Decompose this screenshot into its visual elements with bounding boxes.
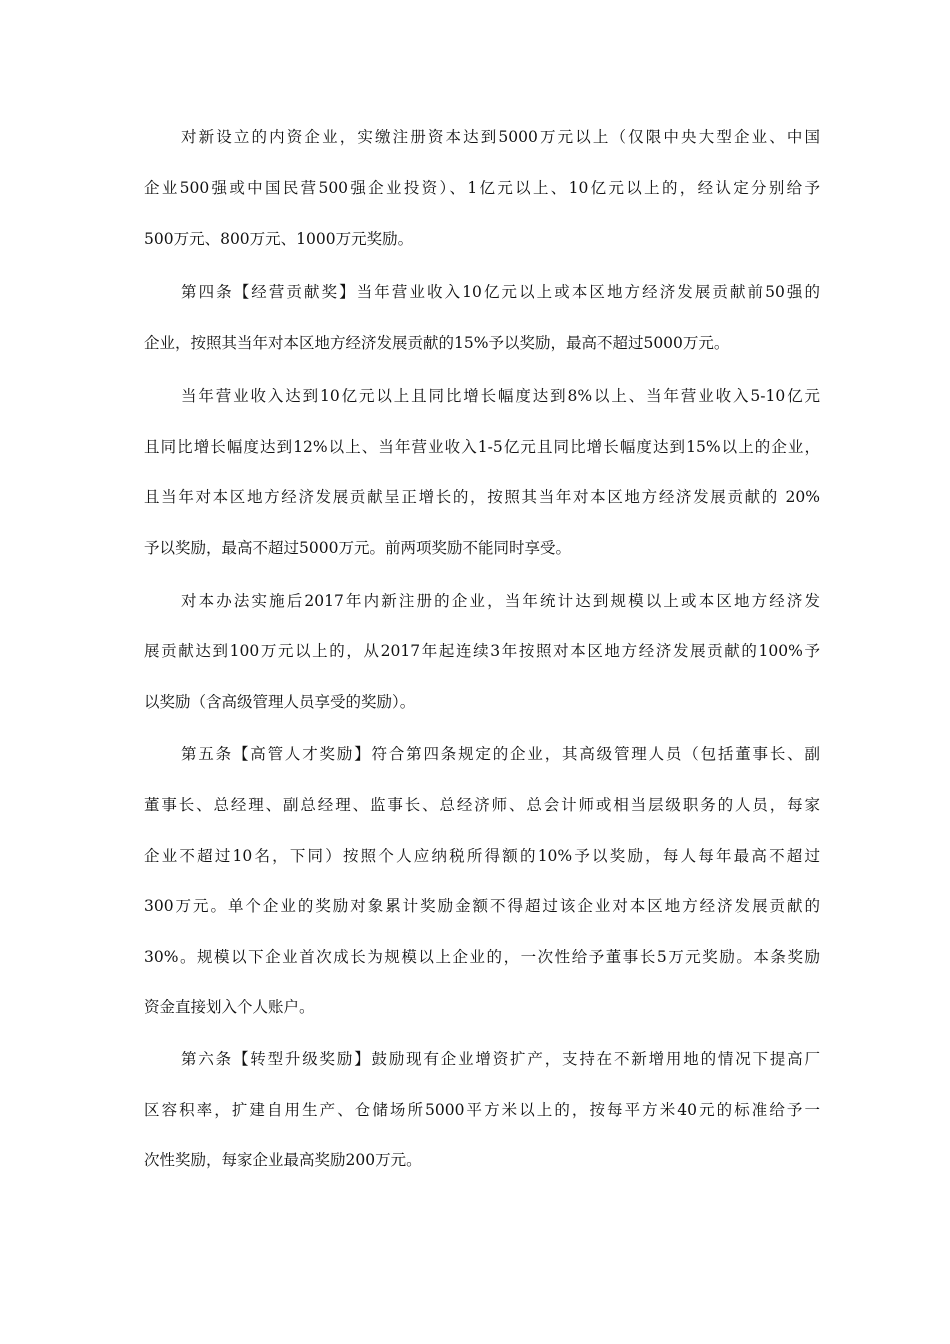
paragraph-4-line-2: 展贡献达到100万元以上的，从2017年起连续3年按照对本区地方经济发展贡献的100%予 bbox=[144, 642, 820, 660]
paragraph-2-line-2: 企业，按照其当年对本区地方经济发展贡献的15%予以奖励，最高不超过5000万元。 bbox=[144, 334, 730, 352]
paragraph-1-line-1: 对新设立的内资企业，实缴注册资本达到5000万元以上（仅限中央大型企业、中国 bbox=[181, 128, 820, 146]
paragraph-6-line-2: 区容积率，扩建自用生产、仓储场所5000平方米以上的，按每平方米40元的标准给予一 bbox=[144, 1101, 820, 1119]
paragraph-2-line-1: 第四条【经营贡献奖】当年营业收入10亿元以上或本区地方经济发展贡献前50强的 bbox=[181, 283, 820, 301]
paragraph-3-line-4: 予以奖励，最高不超过5000万元。前两项奖励不能同时享受。 bbox=[144, 539, 571, 557]
paragraph-5-line-6: 资金直接划入个人账户。 bbox=[144, 998, 315, 1016]
paragraph-5-line-5: 30%。规模以下企业首次成长为规模以上企业的，一次性给予董事长5万元奖励。本条奖励 bbox=[144, 948, 820, 966]
paragraph-6-line-1: 第六条【转型升级奖励】鼓励现有企业增资扩产，支持在不新增用地的情况下提高厂 bbox=[181, 1050, 820, 1068]
paragraph-5-line-2: 董事长、总经理、副总经理、监事长、总经济师、总会计师或相当层级职务的人员，每家 bbox=[144, 796, 820, 814]
paragraph-5-line-4: 300万元。单个企业的奖励对象累计奖励金额不得超过该企业对本区地方经济发展贡献的 bbox=[144, 897, 820, 915]
paragraph-5-line-1: 第五条【高管人才奖励】符合第四条规定的企业，其高级管理人员（包括董事长、副 bbox=[181, 745, 820, 763]
paragraph-4-line-3: 以奖励（含高级管理人员享受的奖励）。 bbox=[144, 693, 416, 711]
paragraph-3-line-3: 且当年对本区地方经济发展贡献呈正增长的，按照其当年对本区地方经济发展贡献的 20% bbox=[144, 488, 820, 506]
paragraph-4-line-1: 对本办法实施后2017年内新注册的企业，当年统计达到规模以上或本区地方经济发 bbox=[181, 592, 820, 610]
paragraph-3-line-2: 且同比增长幅度达到12%以上、当年营业收入1-5亿元且同比增长幅度达到15%以上的企业， bbox=[144, 438, 820, 456]
paragraph-6-line-3: 次性奖励，每家企业最高奖励200万元。 bbox=[144, 1151, 422, 1169]
paragraph-3-line-1: 当年营业收入达到10亿元以上且同比增长幅度达到8%以上、当年营业收入5-10亿元 bbox=[181, 387, 820, 405]
paragraph-1-line-2: 企业500强或中国民营500强企业投资）、1亿元以上、10亿元以上的，经认定分别给予 bbox=[144, 179, 820, 197]
paragraph-5-line-3: 企业不超过10名，下同）按照个人应纳税所得额的10%予以奖励，每人每年最高不超过 bbox=[144, 847, 820, 865]
paragraph-1-line-3: 500万元、800万元、1000万元奖励。 bbox=[144, 230, 414, 248]
